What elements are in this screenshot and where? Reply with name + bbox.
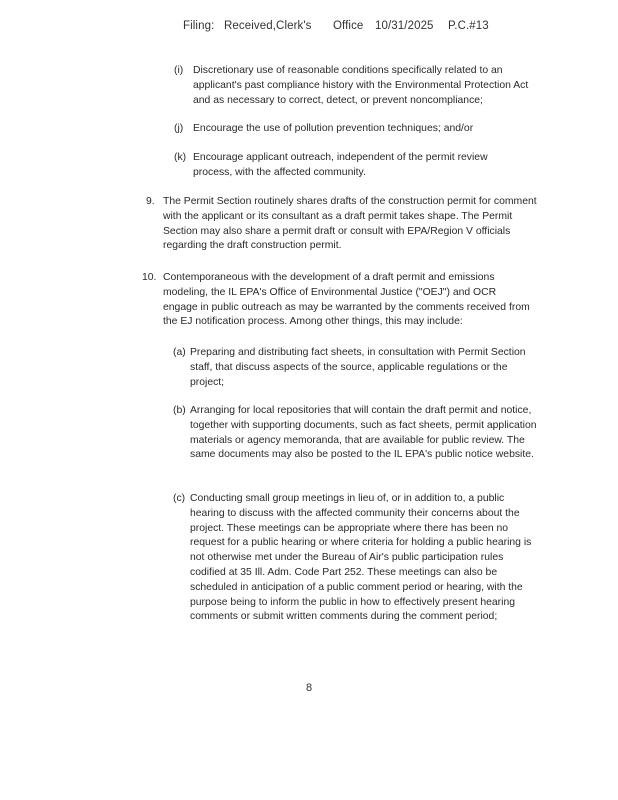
item-label: 9. — [146, 196, 155, 207]
header-date: 10/31/2025 — [375, 20, 434, 32]
item-text: Discretionary use of reasonable conditions specifically related to an applicant's past compliance history with the Environmental Protection Act and as necessary to correct, detect, or prevent noncompliance; — [193, 65, 529, 106]
item-text: Encourage applicant outreach, independent of the permit review process, with the affected community. — [193, 152, 488, 178]
item-label: 10. — [142, 272, 157, 283]
item-text: Conducting small group meetings in lieu of, or in addition to, a public hearing to discuss with the affected community their concerns about the project. These meetings can be appropriate where there has been no request for a public hearing or where criteria for holding a public hearing is not otherwise met under the Bureau of Air's public participation rules codified at 35 Ill. Adm. Code Part 252. These meetings can also be scheduled in anticipation of a public comment period or hearing, with the purpose being to inform the public in how to effectively present hearing comments or submit written comments during the comment period; — [190, 493, 532, 623]
item-text: The Permit Section routinely shares drafts of the construction permit for comment with the applicant or its consultant as a draft permit takes shape. The Permit Section may also share a permit draft or consult with EPA/Region V officials regarding the draft construction permit. — [163, 196, 537, 252]
item-label: (a) — [173, 347, 186, 358]
header-filing: Filing: — [183, 20, 215, 32]
item-label: (k) — [174, 152, 187, 163]
item-text: Arranging for local repositories that will contain the draft permit and notice, together with supporting documents, such as fact sheets, permit application materials or agency memoranda, that are available for public review. The same documents may also be posted to the IL EPA's public notice website. — [190, 405, 537, 461]
item-label: (i) — [174, 65, 184, 76]
item-text: Contemporaneous with the development of a draft permit and emissions modeling, the IL EPA's Office of Environmental Justice ("OEJ") and OCR engage in public outreach as may be warranted by the comments received from the EJ notification process. Among other things, this may include: — [163, 272, 530, 328]
item-label: (b) — [173, 405, 186, 416]
item-text: Preparing and distributing fact sheets, in consultation with Permit Section staff, that discuss aspects of the source, applicable regulations or the project; — [190, 347, 526, 388]
header-office: Office — [333, 20, 364, 32]
header-received: Received,Clerk's — [224, 20, 312, 32]
item-label: (c) — [173, 493, 186, 504]
item-text: Encourage the use of pollution prevention techniques; and/or — [193, 123, 474, 134]
item-label: (j) — [174, 123, 184, 134]
page-number: 8 — [305, 682, 313, 694]
header-pc: P.C.#13 — [448, 20, 489, 32]
